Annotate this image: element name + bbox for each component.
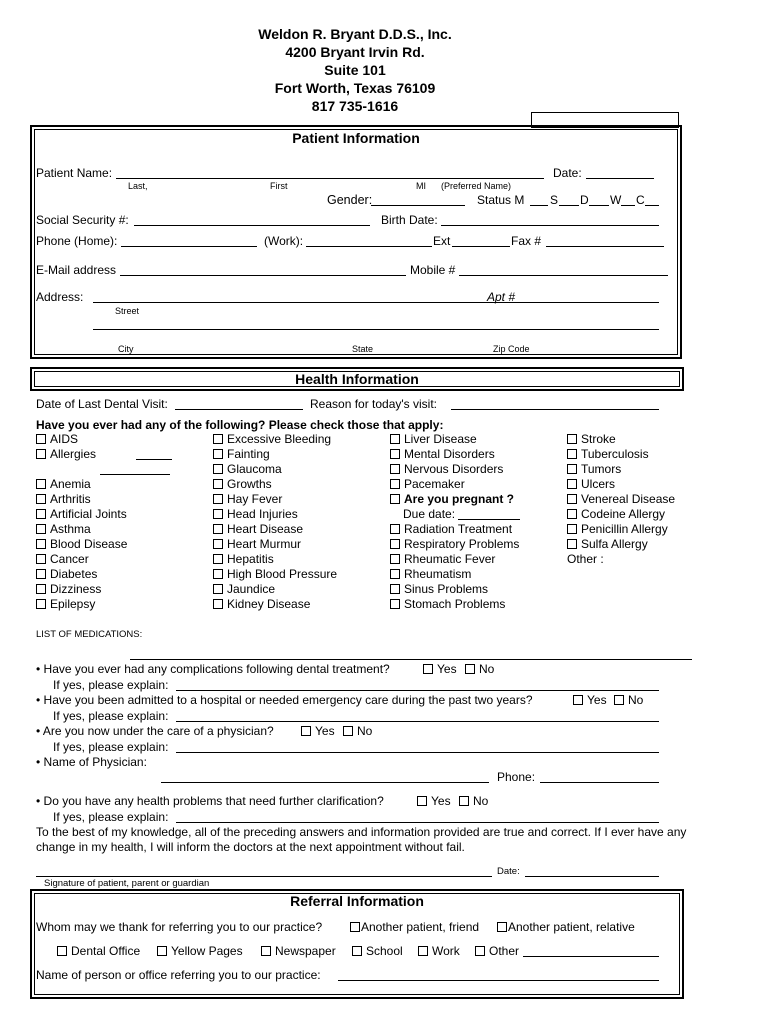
allergies-field[interactable] [136,459,172,460]
address-label: Address: [36,290,84,304]
ssn-label: Social Security #: [36,213,129,227]
birth-date-label: Birth Date: [381,213,438,227]
referral-dental-office[interactable]: Dental Office [57,944,140,958]
status-field-s[interactable] [559,205,579,206]
reason-field[interactable] [451,409,659,410]
condition-item[interactable]: Kidney Disease [213,597,310,611]
complications-explain-field[interactable] [176,690,659,691]
condition-item[interactable]: Hepatitis [213,552,274,566]
referral-name-label: Name of person or office referring you to our practice: [36,968,321,982]
referral-other[interactable]: Other [475,944,519,958]
condition-item[interactable]: Codeine Allergy [567,507,665,521]
reason-label: Reason for today's visit: [310,397,438,411]
physician-care-question: • Are you now under the care of a physician? [36,724,274,738]
gender-field[interactable] [371,205,465,206]
medications-field[interactable] [130,659,692,660]
condition-item[interactable]: Sulfa Allergy [567,537,648,551]
other-label: Other : [567,552,604,566]
condition-item[interactable]: Stomach Problems [390,597,505,611]
last-visit-field[interactable] [175,409,303,410]
condition-item[interactable]: Nervous Disorders [390,462,503,476]
condition-item[interactable]: Sinus Problems [390,582,488,596]
statement-line-1: To the best of my knowledge, all of the preceding answers and information provided are true and correct. If I ever have any [36,825,687,839]
zip-caption: Zip Code [493,344,530,354]
status-label: Status M [477,193,525,207]
condition-item[interactable]: Rheumatic Fever [390,552,495,566]
condition-item[interactable]: Hay Fever [213,492,282,506]
condition-item[interactable]: Mental Disorders [390,447,495,461]
conditions-column-2 [213,432,383,612]
referral-yellow-pages[interactable]: Yellow Pages [157,944,243,958]
status-field-c[interactable] [645,205,659,206]
signature-caption: Signature of patient, parent or guardian [44,878,210,889]
office-phone: 817 735-1616 [311,98,399,114]
condition-item[interactable]: Penicillin Allergy [567,522,668,536]
signature-date-field[interactable] [525,876,659,877]
mi-caption: MI [416,181,426,191]
city-state-zip-field[interactable] [93,329,659,330]
clarification-explain-field[interactable] [176,822,659,823]
ext-field[interactable] [452,246,510,247]
status-field-m[interactable] [530,205,548,206]
hospital-yes[interactable]: Yes [573,693,607,707]
condition-item[interactable]: Asthma [36,522,91,536]
conditions-column-4 [567,432,747,612]
status-s: S [550,193,559,207]
condition-item[interactable]: Jaundice [213,582,275,596]
condition-item[interactable]: Cancer [36,552,89,566]
first-name-caption: First [270,181,288,191]
conditions-question: Have you ever had any of the following? Please check those that apply: [36,418,444,432]
due-date-field[interactable] [458,519,520,520]
explain-label: If yes, please explain: [53,740,169,754]
ext-label: Ext [433,234,451,248]
condition-item[interactable]: Glaucoma [213,462,282,476]
birth-date-field[interactable] [441,225,659,226]
condition-item[interactable]: Head Injuries [213,507,298,521]
physician-care-yes[interactable]: Yes [301,724,335,738]
explain-label: If yes, please explain: [53,810,169,824]
condition-item[interactable]: Radiation Treatment [390,522,512,536]
office-city: Fort Worth, Texas 76109 [274,80,436,96]
patient-info-title: Patient Information [292,130,420,146]
home-phone-field[interactable] [121,246,257,247]
pregnant-item[interactable]: Are you pregnant ? [390,492,514,506]
condition-item[interactable]: Tuberculosis [567,447,649,461]
work-phone-label: (Work): [264,234,304,248]
patient-info-box [30,125,682,359]
condition-item[interactable]: Blood Disease [36,537,127,551]
physician-phone-field[interactable] [540,782,659,783]
conditions-column-1 [36,432,206,612]
apt-label: Apt # [487,290,516,304]
last-name-caption: Last, [128,181,148,191]
work-phone-field[interactable] [306,246,432,247]
status-w: W [610,193,622,207]
referral-name-field[interactable] [338,980,659,981]
referral-title: Referral Information [290,893,424,909]
condition-item[interactable]: Pacemaker [390,477,465,491]
signature-date-label: Date: [497,866,520,877]
status-d: D [580,193,589,207]
hospital-question: • Have you been admitted to a hospital or needed emergency care during the past two years? [36,693,533,707]
referral-other-field[interactable] [523,956,659,957]
condition-item[interactable]: Ulcers [567,477,615,491]
complications-question: • Have you ever had any complications following dental treatment? [36,662,390,676]
complications-yes[interactable]: Yes [423,662,457,676]
condition-item[interactable]: Allergies [36,447,96,461]
condition-item[interactable]: Heart Murmur [213,537,301,551]
date-label: Date: [553,166,582,180]
condition-item[interactable]: Epilepsy [36,597,95,611]
date-field[interactable] [586,178,654,179]
preferred-name-caption: (Preferred Name) [441,181,512,191]
clarification-question: • Do you have any health problems that need further clarification? [36,794,384,808]
patient-name-field[interactable] [116,178,544,179]
referral-question: Whom may we thank for referring you to our practice? [36,920,323,934]
complications-no[interactable]: No [465,662,494,676]
condition-item[interactable]: Diabetes [36,567,97,581]
due-date-label: Due date: [403,507,456,521]
physician-care-explain-field[interactable] [176,752,659,753]
office-address2: Suite 101 [324,62,386,78]
condition-item[interactable]: Excessive Bleeding [213,432,331,446]
condition-item[interactable]: Venereal Disease [567,492,675,506]
last-visit-label: Date of Last Dental Visit: [36,397,168,411]
condition-item[interactable]: Fainting [213,447,270,461]
condition-item[interactable]: High Blood Pressure [213,567,337,581]
ssn-field[interactable] [134,225,370,226]
office-name: Weldon R. Bryant D.D.S., Inc. [258,26,452,42]
status-field-d[interactable] [589,205,609,206]
explain-label: If yes, please explain: [53,678,169,692]
condition-item[interactable]: Tumors [567,462,621,476]
clarification-no[interactable]: No [459,794,488,808]
condition-item[interactable]: Growths [213,477,272,491]
physician-phone-label: Phone: [497,770,536,784]
condition-item[interactable]: Arthritis [36,492,91,506]
physician-name-field[interactable] [161,782,489,783]
referral-newspaper[interactable]: Newspaper [261,944,336,958]
condition-item[interactable]: Respiratory Problems [390,537,519,551]
state-caption: State [352,344,374,354]
street-caption: Street [115,306,140,316]
home-phone-label: Phone (Home): [36,234,118,248]
referral-work[interactable]: Work [418,944,460,958]
conditions-column-3 [390,432,560,612]
explain-label: If yes, please explain: [53,709,169,723]
email-field[interactable] [120,275,406,276]
condition-item[interactable]: Dizziness [36,582,101,596]
street-field[interactable] [93,302,659,303]
condition-item[interactable]: Stroke [567,432,616,446]
medications-label: LIST OF MEDICATIONS: [36,629,143,640]
condition-item[interactable]: Artificial Joints [36,507,127,521]
referral-patient-friend[interactable]: Another patient, friend [350,920,479,934]
status-field-w[interactable] [621,205,635,206]
hospital-explain-field[interactable] [176,721,659,722]
hospital-no[interactable]: No [614,693,643,707]
condition-item[interactable]: Anemia [36,477,91,491]
condition-item[interactable]: Rheumatism [390,567,471,581]
condition-item[interactable]: Heart Disease [213,522,303,536]
health-info-title: Health Information [295,371,419,387]
mobile-label: Mobile # [410,263,456,277]
referral-patient-relative[interactable]: Another patient, relative [497,920,635,934]
signature-field[interactable] [36,876,492,877]
clarification-yes[interactable]: Yes [417,794,451,808]
fax-label: Fax # [511,234,542,248]
email-label: E-Mail address [36,263,117,277]
condition-item[interactable]: AIDS [36,432,78,446]
physician-care-no[interactable]: No [343,724,372,738]
referral-school[interactable]: School [352,944,403,958]
status-c: C [636,193,645,207]
physician-name-label: • Name of Physician: [36,755,147,769]
mobile-field[interactable] [459,275,668,276]
condition-item[interactable]: Liver Disease [390,432,477,446]
office-address1: 4200 Bryant Irvin Rd. [285,44,425,60]
gender-label: Gender: [327,193,373,207]
city-caption: City [118,344,134,354]
fax-field[interactable] [546,246,664,247]
allergies-field-2[interactable] [100,474,170,475]
statement-line-2: change in my health, I will inform the doctors at the next appointment without fail. [36,840,465,854]
patient-name-label: Patient Name: [36,166,113,180]
